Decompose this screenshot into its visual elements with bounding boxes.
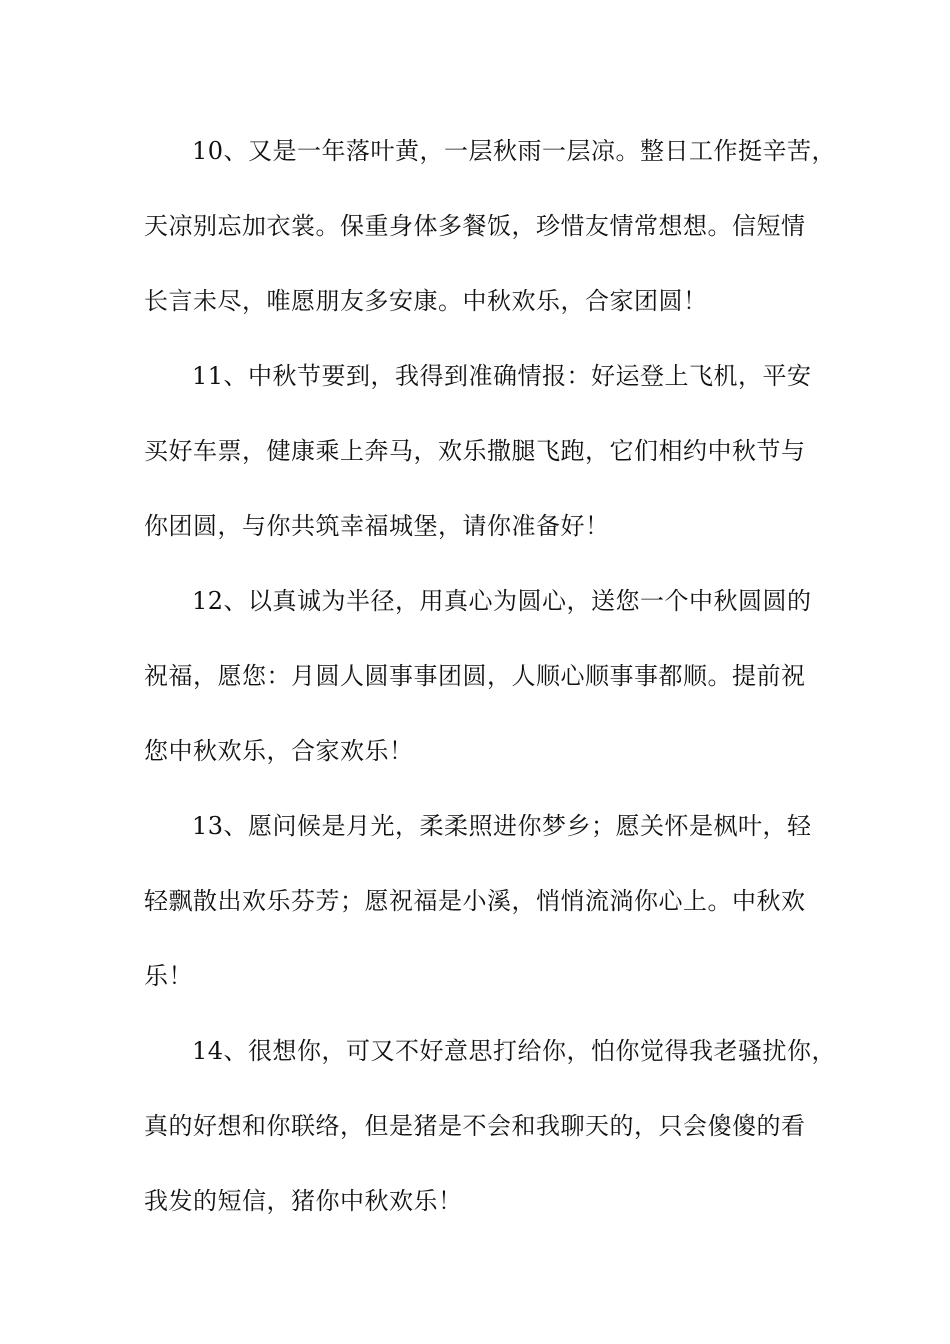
document-body xyxy=(144,114,837,1239)
paragraph-line: 您中秋欢乐，合家欢乐！ xyxy=(144,737,414,765)
paragraph-13 xyxy=(144,789,830,1014)
paragraph-line: 轻飘散出欢乐芬芳；愿祝福是小溪，悄悄流淌你心上。中秋欢 xyxy=(144,887,806,915)
paragraph-11 xyxy=(144,339,830,564)
paragraph-line: 11、中秋节要到，我得到准确情报：好运登上飞机，平安 xyxy=(192,362,812,390)
paragraph-line: 13、愿问候是月光，柔柔照进你梦乡；愿关怀是枫叶，轻 xyxy=(192,812,812,840)
paragraph-line: 天凉别忘加衣裳。保重身体多餐饭，珍惜友情常想想。信短情 xyxy=(144,212,806,240)
paragraph-line: 长言未尽，唯愿朋友多安康。中秋欢乐，合家团圆！ xyxy=(144,287,708,315)
paragraph-line: 乐！ xyxy=(144,962,193,990)
paragraph-10 xyxy=(144,114,837,339)
paragraph-14 xyxy=(144,1014,837,1239)
paragraph-line: 买好车票，健康乘上奔马，欢乐撒腿飞跑，它们相约中秋节与 xyxy=(144,437,806,465)
paragraph-line: 真的好想和你联络，但是猪是不会和我聊天的，只会傻傻的看 xyxy=(144,1112,806,1140)
paragraph-line: 10、又是一年落叶黄，一层秋雨一层凉。整日工作挺辛苦， xyxy=(192,137,837,165)
paragraph-line: 12、以真诚为半径，用真心为圆心，送您一个中秋圆圆的 xyxy=(192,587,812,615)
paragraph-line: 我发的短信，猪你中秋欢乐！ xyxy=(144,1187,463,1215)
paragraph-line: 你团圆，与你共筑幸福城堡，请你准备好！ xyxy=(144,512,610,540)
paragraph-12 xyxy=(144,564,830,789)
paragraph-line: 14、很想你，可又不好意思打给你，怕你觉得我老骚扰你， xyxy=(192,1037,837,1065)
paragraph-line: 祝福，愿您：月圆人圆事事团圆，人顺心顺事事都顺。提前祝 xyxy=(144,662,806,690)
